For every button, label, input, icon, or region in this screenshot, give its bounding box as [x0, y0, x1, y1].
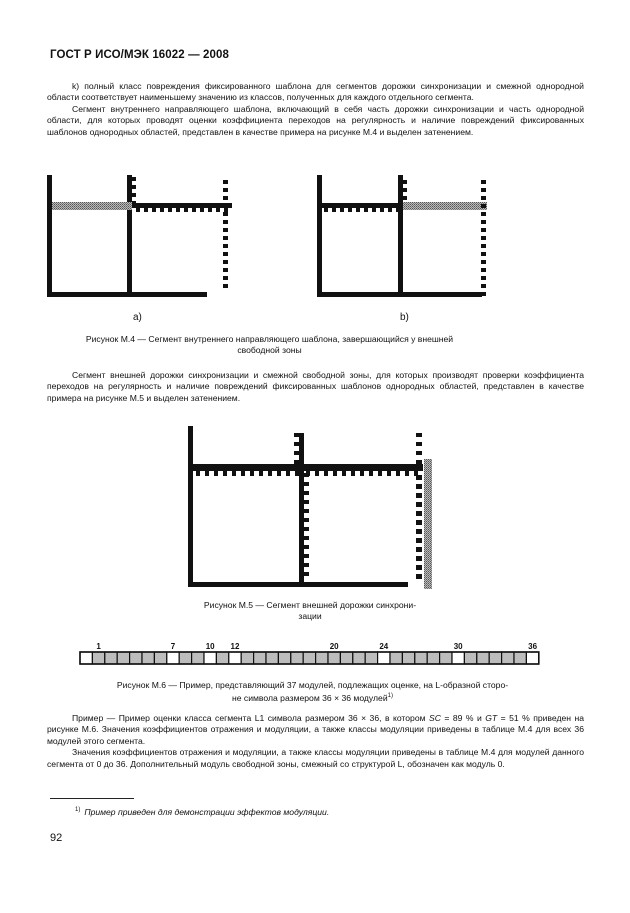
figure-m4b — [310, 172, 510, 302]
module-cell — [179, 652, 191, 664]
example-text — [47, 713, 584, 770]
figure-m5 — [180, 423, 440, 593]
module-cell — [192, 652, 204, 664]
page-header: ГОСТ Р ИСО/МЭК 16022 — 2008 — [50, 49, 229, 61]
module-cell — [390, 652, 402, 664]
figure-m6-caption — [60, 680, 565, 705]
paragraph-outer-segment: Сегмент внешней дорожки синхронизации и смежной свободной зоны, для которых производят проверки коэффициента переходов на регулярность и наличие повреждений фиксированных шаблонов однородных областей, представлен в качестве примера на рисунке М.5 и выделен затенением. — [47, 370, 584, 403]
module-cell — [303, 652, 315, 664]
module-cell — [80, 652, 92, 664]
paragraph-k: k) полный класс повреждения фиксированного шаблона для сегментов дорожки синхронизации и смежной однородной области соответствует наименьшему значению из классов, полученных для каждого отдельного сегмента. — [47, 81, 584, 103]
module-cell — [340, 652, 352, 664]
label-b: b) — [400, 312, 409, 323]
module-cell — [378, 652, 390, 664]
module-tick-label: 30 — [453, 642, 463, 651]
footnote: $^{1)}$ Пример приведен для демонстрации эффектов модуляции. — [75, 807, 330, 817]
figure-m4a — [40, 172, 250, 302]
module-cell — [365, 652, 377, 664]
module-tick-label: 20 — [329, 642, 339, 651]
module-cell — [278, 652, 290, 664]
module-cell — [415, 652, 427, 664]
page-number: 92 — [50, 832, 63, 844]
shaded-segment — [403, 202, 487, 210]
module-cell — [402, 652, 414, 664]
module-tick-label: 12 — [230, 642, 240, 651]
module-cell — [167, 652, 179, 664]
figure-m4-caption — [47, 334, 492, 357]
module-cell — [464, 652, 476, 664]
module-cell — [316, 652, 328, 664]
middle-text — [47, 370, 584, 404]
module-cell — [477, 652, 489, 664]
module-cell — [254, 652, 266, 664]
module-cell — [514, 652, 526, 664]
module-cell — [241, 652, 253, 664]
module-cell — [291, 652, 303, 664]
module-cell — [427, 652, 439, 664]
module-cell — [440, 652, 452, 664]
module-cell — [489, 652, 501, 664]
module-cell — [92, 652, 104, 664]
paragraph-inner-segment: Сегмент внутреннего направляющего шаблона, включающий в себя часть дорожки синхронизации и часть однородной области, для которых проводят оценки коэффициента переходов на регулярность и наличие повреждений фиксированных шаблонов однородных областей, представлен в качестве примера на рисунке М.4 и выделен затенением. — [47, 103, 584, 137]
figure-m5-caption — [160, 600, 460, 623]
module-cell — [229, 652, 241, 664]
paragraph-modulation: Значения коэффициентов отражения и модуляции, а также классы модуляции приведены в таблице М.4 для модулей данного сегмента от 0 до 36. Дополнительный модуль свободной зоны, смежный со структурой L, обозначен как модуль 0. — [47, 747, 584, 769]
module-tick-label: 10 — [205, 642, 215, 651]
module-cell — [117, 652, 129, 664]
module-cell — [204, 652, 216, 664]
module-tick-label: 7 — [170, 642, 176, 651]
figure-m6 — [75, 640, 555, 670]
module-cell — [526, 652, 538, 664]
caption-line: Рисунок М.5 — Сегмент внешней дорожки синхрони- — [203, 600, 417, 610]
footnote-ref: 1) — [387, 693, 393, 700]
shaded-segment — [424, 459, 432, 589]
module-tick-label: 1 — [96, 642, 101, 651]
paragraph-example: Пример — Пример оценки класса сегмента L1 символа размером 36 × 36, в котором SC = 89 % и GT = 51 % приведен на рисунке М.6. Значения коэффициентов отражения и модуляции, а также классы модуляции приведены в таблице М.4 для всех 36 модулей этого сегмента. — [47, 713, 584, 746]
caption-text: не символа размером 36 × 36 модулей — [232, 693, 388, 704]
module-cell — [328, 652, 340, 664]
caption-line: зации — [298, 611, 322, 622]
module-cell — [216, 652, 228, 664]
module-cell — [353, 652, 365, 664]
caption-line: свободной зоны — [237, 345, 302, 356]
caption-line — [60, 691, 565, 704]
module-tick-label: 24 — [379, 642, 389, 651]
module-cell — [142, 652, 154, 664]
module-cell — [130, 652, 142, 664]
module-cell — [105, 652, 117, 664]
label-a: а) — [133, 312, 142, 323]
caption-line: Рисунок М.4 — Сегмент внутреннего направляющего шаблона, завершающийся у внешней — [85, 334, 454, 344]
module-cell — [266, 652, 278, 664]
module-cell — [154, 652, 166, 664]
module-cell — [502, 652, 514, 664]
footnote-divider — [50, 798, 134, 799]
module-tick-label: 36 — [528, 642, 538, 651]
shaded-segment — [52, 202, 132, 210]
caption-line: Рисунок М.6 — Пример, представляющий 37 модулей, подлежащих оценке, на L-образной сторо- — [116, 680, 509, 690]
intro-text — [47, 81, 584, 138]
module-cell — [452, 652, 464, 664]
